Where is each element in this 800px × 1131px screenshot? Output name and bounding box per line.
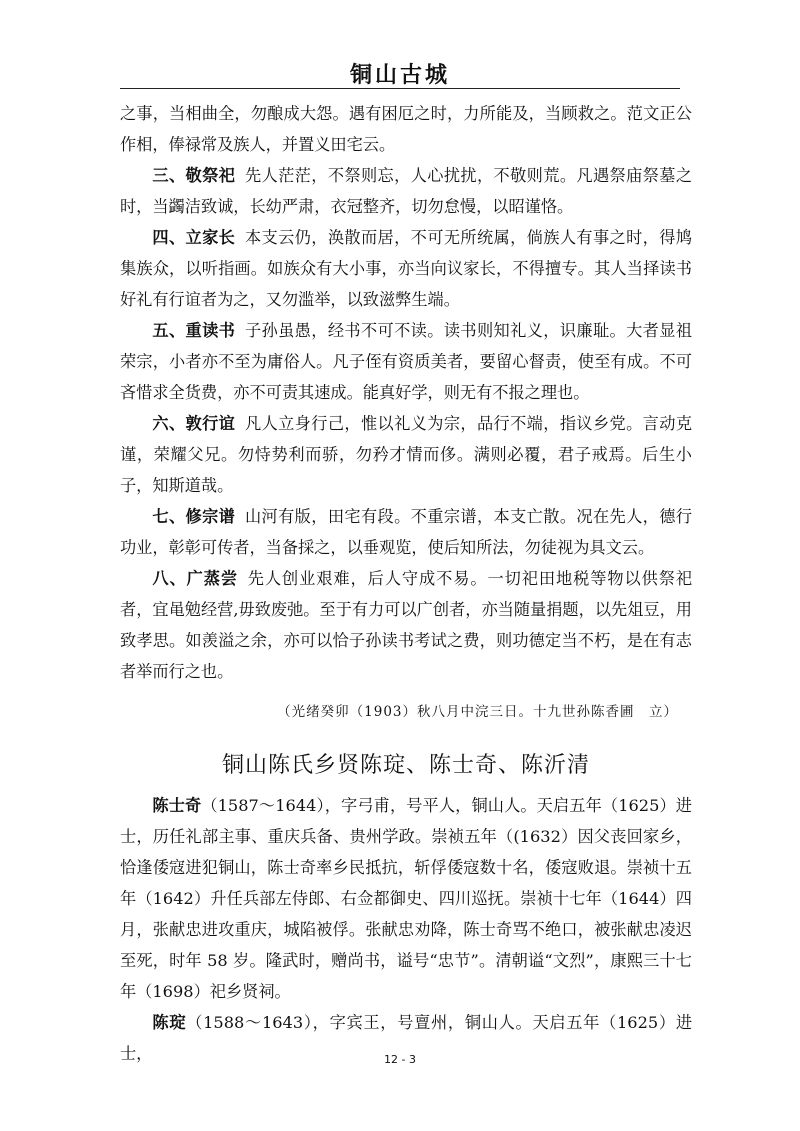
rule-paragraph	[120, 315, 692, 408]
person-name: 陈琔	[152, 1013, 187, 1032]
rule-title: 八、广蒸尝	[152, 569, 239, 588]
rule-title: 四、立家长	[152, 228, 236, 247]
rule-title: 七、修宗谱	[152, 507, 236, 526]
rule-title: 三、敬祭祀	[152, 166, 236, 185]
bio-text: （1588～1643），字宾王，号亶州，铜山人。天启五年（1625）进士，	[120, 1013, 693, 1063]
rule-title: 五、重读书	[152, 321, 236, 340]
rule-paragraph	[120, 563, 692, 687]
rule-paragraph	[120, 222, 692, 315]
page-number: 12 - 3	[384, 1053, 416, 1066]
header-divider	[120, 88, 680, 89]
rule-paragraph	[120, 408, 692, 501]
rule-text: 凡人立身行己，惟以礼义为宗，品行不端，指议乡党。言动克谨，荣耀父兄。勿恃势利而骄，勿矜才情而侈。满则必覆，君子戒焉。后生小子，知斯道哉。	[120, 414, 693, 495]
bio-paragraph	[120, 790, 692, 1007]
rule-title: 六、敦行谊	[152, 414, 236, 433]
rule-text: 本支云仍，涣散而居，不可无所统属，倘族人有事之时，得鸠集族众，以听指画。如族众有大小事，亦当向议家长，不得擅专。其人当择读书好礼有行谊者为之，又勿滥举，以致滋弊生端。	[120, 228, 693, 309]
body-text	[120, 98, 692, 1069]
rule-text: 先人茫茫，不祭则忘，人心扰扰，不敬则荒。凡遇祭庙祭墓之时，当蠲洁致诚，长幼严肃，衣冠整齐，切勿怠慢，以昭谨恪。	[120, 166, 693, 216]
bio-text: （1587～1644），字弓甫，号平人，铜山人。天启五年（1625）进士，历任礼部主事、重庆兵备、贵州学政。崇祯五年（(1632）因父丧回家乡，恰逢倭寇进犯铜山，陈士奇率乡民抵抗，斩俘倭寇数十名，倭寇败退。崇祯十五年（1642）升任兵部左侍郎、右佥都御史、四川巡抚。崇祯十七年（1644）四月，张献忠进攻重庆，城陷被俘。张献忠劝降，陈士奇骂不绝口，被张献忠凌迟至死，时年 58 岁。隆武时，赠尚书，谥号“忠节”。清朝谥“文烈”，康熙三十七年（1698）祀乡贤祠。	[120, 796, 692, 1001]
signature-line: （光绪癸卯（1903）秋八月中浣三日。十九世孙陈香圃 立）	[277, 704, 678, 720]
rule-paragraph	[120, 501, 692, 563]
rule-text: 先人创业艰难，后人守成不易。一切祀田地税等物以供祭祀者，宜黾勉经营,毋致废弛。至于有力可以广创者，亦当随量捐题，以先俎豆，用致孝思。如羡溢之余，亦可以恰子孙读书考试之费，则功德定当不朽，是在有志者举而行之也。	[120, 569, 693, 681]
section-title: 铜山陈氏乡贤陈琔、陈士奇、陈沂清	[221, 753, 590, 778]
header-title: 铜山古城	[349, 63, 450, 88]
rule-paragraph	[120, 160, 692, 222]
person-name: 陈士奇	[152, 796, 202, 815]
rule-text: 山河有版，田宅有段。不重宗谱，本支亡散。况在先人，德行功业，彰彰可传者，当备採之，以垂观览，使后知所法，勿徒视为具文云。	[120, 507, 693, 557]
rule-text: 子孙虽愚，经书不可不读。读书则知礼义，识廉耻。大者显祖荣宗，小者亦不至为庸俗人。凡子侄有资质美者，要留心督责，使至有成。不可吝惜求全货费，亦不可责其速成。能真好学，则无有不报之理也。	[120, 321, 693, 402]
continuation-paragraph: 之事，当相曲全，勿酿成大怨。遇有困厄之时，力所能及，当顾救之。范文正公作相，俸禄常及族人，并置义田宅云。	[120, 104, 692, 154]
